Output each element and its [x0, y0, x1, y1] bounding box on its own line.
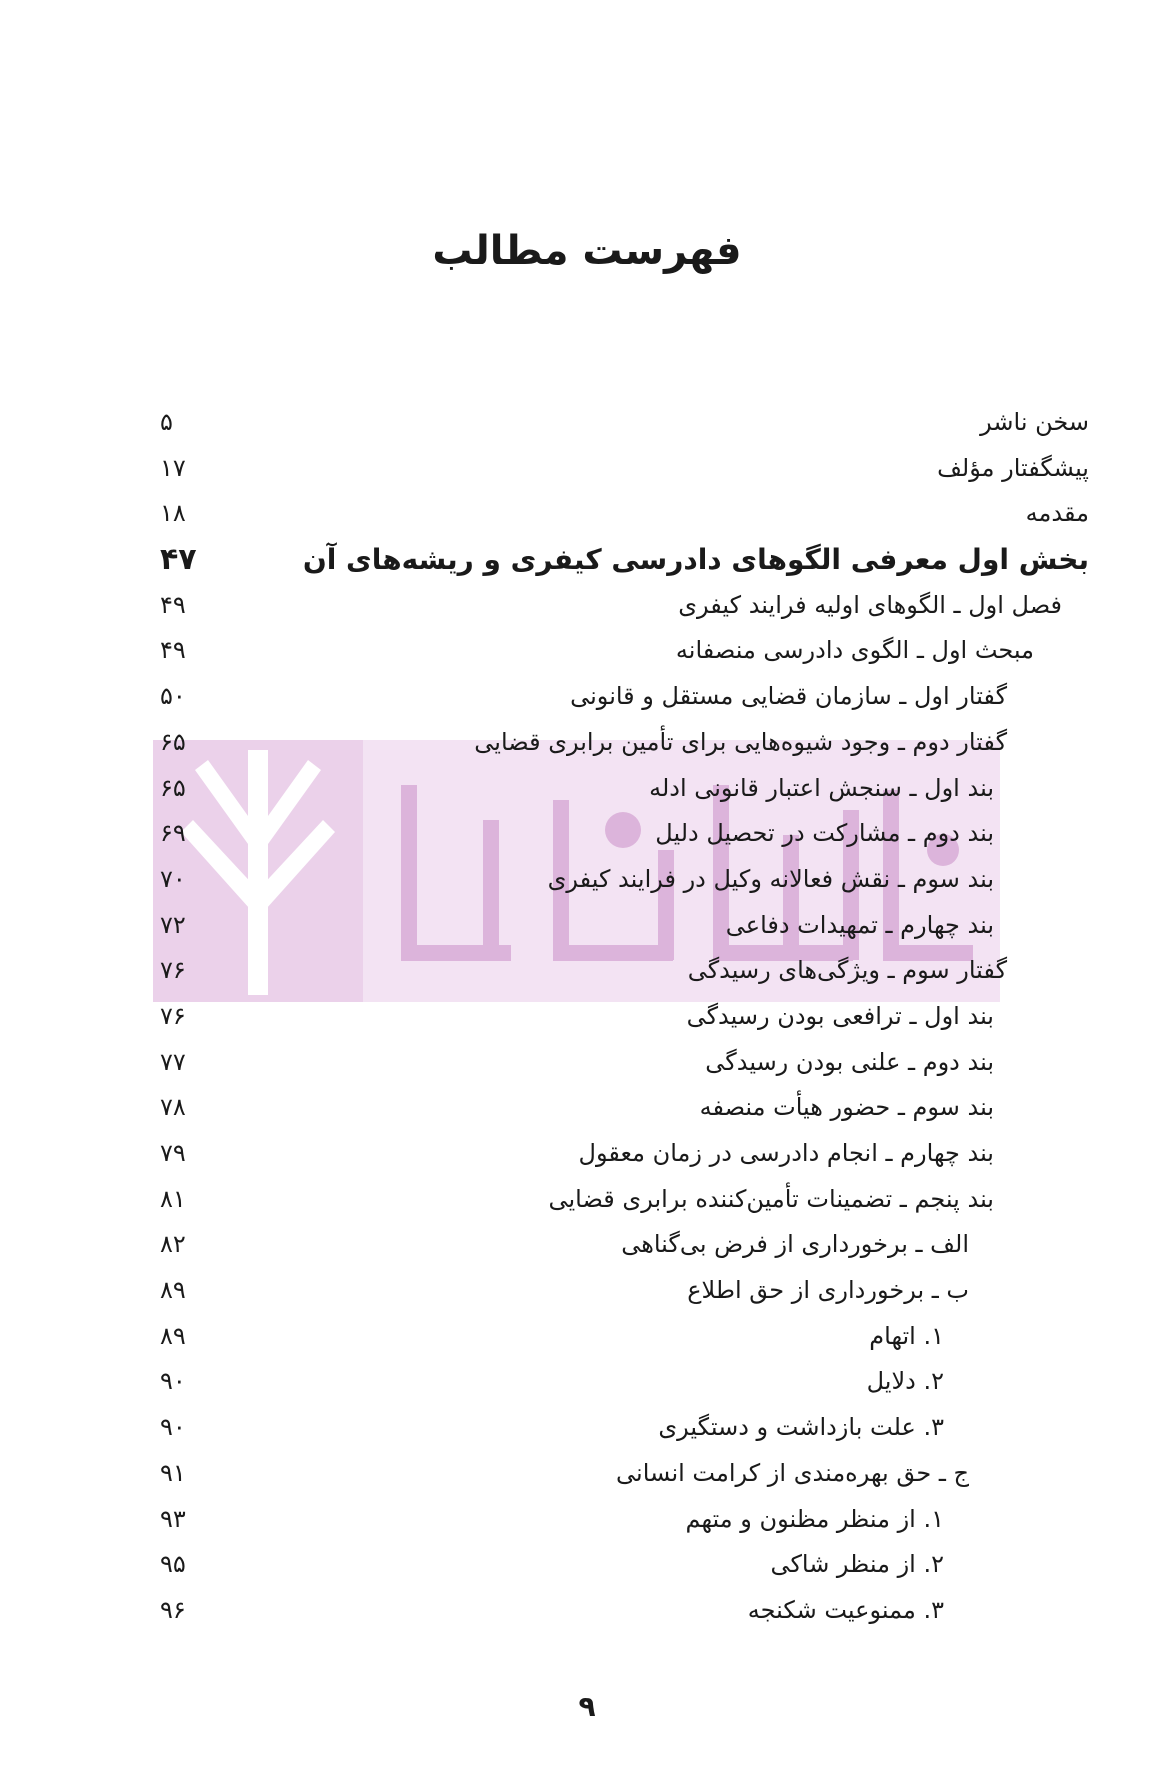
toc-entry: [0, 1222, 1174, 1268]
toc-entry: [0, 400, 1174, 446]
toc-entry-page: ۸۹: [160, 1321, 186, 1350]
toc-entry-title: ۳. ممنوعیت شکنجه: [747, 1595, 944, 1624]
toc-entry-page: ۹۰: [160, 1413, 186, 1442]
toc-entry-page: ۷۶: [160, 1001, 186, 1030]
toc-entry: [0, 1405, 1174, 1451]
toc-entry-page: ۷۹: [160, 1139, 186, 1167]
toc-entry-title: ب ـ برخورداری از حق اطلاع: [687, 1276, 969, 1305]
toc-entry-title: سخن ناشر: [980, 408, 1089, 436]
toc-entry-page: ۷۰: [160, 864, 186, 893]
toc-entry-title: بند اول ـ ترافعی بودن رسیدگی: [686, 1001, 994, 1030]
toc-entry-page: ۱۸: [160, 499, 186, 528]
toc-entry-page: ۴۷: [160, 542, 197, 578]
toc-entry: [0, 811, 1174, 857]
toc-entry-title: بند پنجم ـ تضمینات تأمین‌کننده برابری قضایی: [548, 1184, 994, 1213]
toc-entry: [0, 491, 1174, 537]
toc-entry: [0, 674, 1174, 720]
toc-entry-page: ۷۸: [160, 1093, 186, 1122]
toc-entry-title: پیشگفتار مؤلف: [937, 453, 1089, 482]
toc-entry-page: ۹۳: [160, 1504, 186, 1533]
toc-entry: [0, 1451, 1174, 1497]
toc-entry-page: ۹۶: [160, 1595, 186, 1624]
toc-entry-page: ۱۷: [160, 453, 186, 482]
toc-entry-page: ۸۲: [160, 1230, 186, 1259]
toc-entry: [0, 446, 1174, 492]
toc-entry-title: بخش اول معرفی الگوهای دادرسی کیفری و ریشه‌های آن: [302, 543, 1089, 577]
toc-entry: [0, 1588, 1174, 1634]
toc-entry-title: ۱. از منظر مظنون و متهم: [685, 1504, 944, 1533]
page-number: ۹: [578, 1690, 596, 1723]
toc-entry-page: ۴۹: [160, 590, 186, 619]
toc-entry-page: ۴۹: [160, 636, 186, 665]
toc-entry-title: ۲. از منظر شاکی: [770, 1550, 944, 1579]
toc-entry-title: بند دوم ـ مشارکت در تحصیل دلیل: [655, 819, 994, 848]
toc-entry-page: ۵: [160, 408, 173, 436]
toc-entry: [0, 766, 1174, 812]
toc-entry: [0, 1268, 1174, 1314]
toc-entry: [0, 1542, 1174, 1588]
toc-entry-title: بند چهارم ـ انجام دادرسی در زمان معقول: [578, 1139, 994, 1167]
toc-entry: [0, 583, 1174, 629]
toc-entry-title: مقدمه: [1025, 499, 1089, 528]
toc-entry-title: الف ـ برخورداری از فرض بی‌گناهی: [621, 1230, 969, 1259]
toc-entry-page: ۷۲: [160, 910, 186, 939]
toc-entry: [0, 948, 1174, 994]
toc-entry-page: ۷۷: [160, 1047, 186, 1076]
toc-entry-title: گفتار دوم ـ وجود شیوه‌هایی برای تأمین برابری قضایی: [474, 727, 1007, 756]
page-title: فهرست مطالب: [432, 228, 742, 274]
toc-entry: [0, 537, 1174, 583]
toc-entry: [0, 720, 1174, 766]
toc-entry-title: گفتار سوم ـ ویژگی‌های رسیدگی: [687, 956, 1007, 985]
toc-entry-title: مبحث اول ـ الگوی دادرسی منصفانه: [675, 636, 1034, 665]
toc-entry-title: ج ـ حق بهره‌مندی از کرامت انسانی: [616, 1458, 969, 1487]
toc-entry: [0, 1314, 1174, 1360]
toc-entry: [0, 1359, 1174, 1405]
toc-entry: [0, 1177, 1174, 1223]
toc-entry-page: ۸۹: [160, 1276, 186, 1305]
toc-entry-title: بند چهارم ـ تمهیدات دفاعی: [725, 910, 994, 939]
toc-entry-title: ۲. دلایل: [866, 1367, 944, 1396]
toc-entry-page: ۹۱: [160, 1458, 186, 1487]
toc-entry-page: ۷۶: [160, 956, 186, 985]
toc-entry: [0, 1085, 1174, 1131]
toc-entry-title: گفتار اول ـ سازمان قضایی مستقل و قانونی: [570, 682, 1007, 711]
toc-entry-title: بند دوم ـ علنی بودن رسیدگی: [705, 1047, 994, 1076]
toc-entry-title: ۱. اتهام: [869, 1321, 944, 1350]
toc-entry-page: ۵۰: [160, 682, 186, 711]
toc-entry-title: بند اول ـ سنجش اعتبار قانونی ادله: [649, 773, 994, 802]
toc-entry-page: ۶۵: [160, 773, 186, 802]
toc-entry: [0, 857, 1174, 903]
toc-entry: [0, 994, 1174, 1040]
toc-entry: [0, 1131, 1174, 1177]
toc-entry-page: ۶۵: [160, 727, 186, 756]
toc-entry-title: بند سوم ـ حضور هیأت منصفه: [699, 1093, 994, 1122]
toc-list: [0, 400, 1174, 1634]
toc-entry: [0, 1497, 1174, 1543]
toc-entry-title: فصل اول ـ الگوهای اولیه فرایند کیفری: [678, 590, 1062, 619]
toc-entry: [0, 628, 1174, 674]
toc-entry-title: ۳. علت بازداشت و دستگیری: [658, 1413, 944, 1442]
toc-entry-page: ۸۱: [160, 1184, 186, 1213]
toc-entry-title: بند سوم ـ نقش فعالانه وکیل در فرایند کیفری: [547, 864, 994, 893]
toc-entry-page: ۶۹: [160, 819, 186, 848]
toc-entry: [0, 1040, 1174, 1086]
toc-entry-page: ۹۵: [160, 1550, 186, 1579]
toc-entry: [0, 903, 1174, 949]
toc-entry-page: ۹۰: [160, 1367, 186, 1396]
